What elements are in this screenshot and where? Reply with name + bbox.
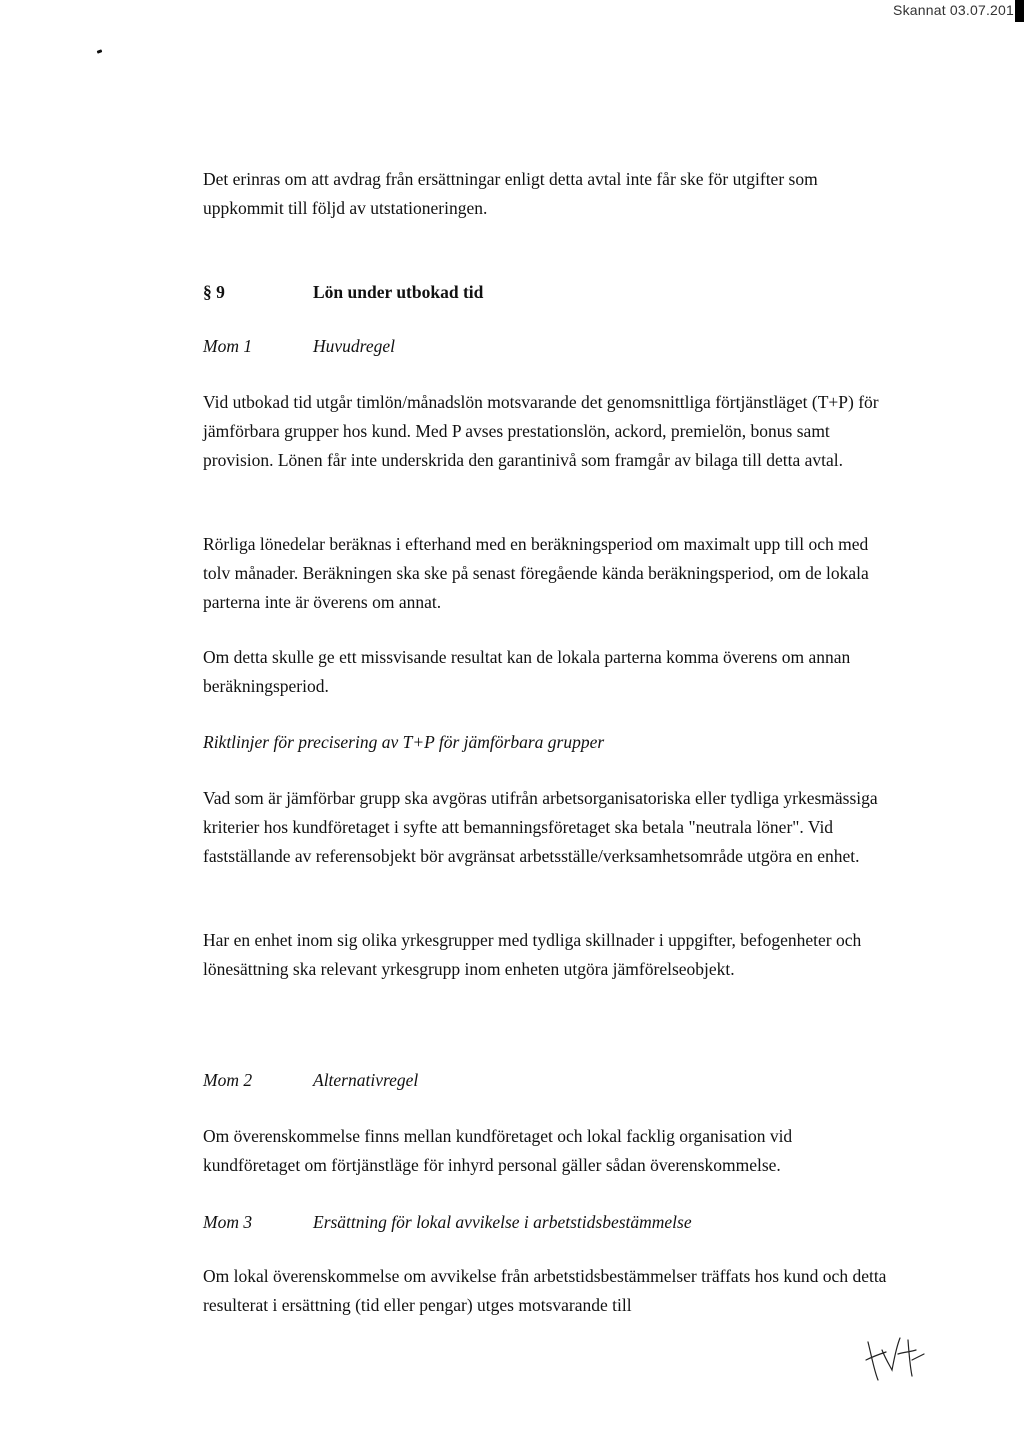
scan-edge-mark [1015, 0, 1024, 22]
mom1-paragraph-3 [203, 643, 893, 701]
mom1-label: Mom 1 [203, 336, 253, 356]
mom1-text-2: Rörliga lönedelar beräknas i efterhand med en beräkningsperiod om maximalt upp till och med tolv månader. Beräkningen ska ske på senast föregående kända beräkningsperiod, om de lokala parterna inte är överens om annat. [203, 534, 869, 612]
mom2-text: Om överenskommelse finns mellan kundföretaget och lokal facklig organisation vid kundföretaget om förtjänstläge för inhyrd personal gäller sådan överenskommelse. [203, 1126, 793, 1175]
mom2-paragraph [203, 1122, 893, 1180]
guidelines-text-2: Har en enhet inom sig olika yrkesgrupper med tydliga skillnader i uppgifter, befogenheter och lönesättning ska relevant yrkesgrupp inom enheten utgöra jämförelseobjekt. [203, 930, 862, 979]
guidelines-heading [203, 728, 893, 757]
guidelines-text-1: Vad som är jämförbar grupp ska avgöras utifrån arbetsorganisatoriska eller tydliga yrkesmässiga kriterier hos kundföretaget i syfte att bemanningsföretaget ska betala "neutrala löner". Vid fastställande av referensobjekt bör avgränsat arbetsställe/verksamhetsområde utgöra en enhet. [203, 788, 878, 866]
section-heading [203, 277, 893, 307]
mom3-heading [203, 1207, 893, 1237]
intro-paragraph [203, 165, 893, 223]
mom3-text: Om lokal överenskommelse om avvikelse från arbetstidsbestämmelser träffats hos kund och detta resulterat i ersättning (tid eller pengar) utges motsvarande till [203, 1266, 887, 1315]
mom1-text-3: Om detta skulle ge ett missvisande resultat kan de lokala parterna komma överens om annan beräkningsperiod. [203, 647, 851, 696]
guidelines-paragraph-1 [203, 784, 893, 871]
intro-text: Det erinras om att avdrag från ersättningar enligt detta avtal inte får ske för utgifter som uppkommit till följd av utstationeringen. [203, 169, 818, 218]
mom3-title: Ersättning för lokal avvikelse i arbetstidsbestämmelse [313, 1212, 692, 1232]
mom1-title: Huvudregel [313, 336, 395, 356]
mom1-heading [203, 331, 893, 361]
mom2-title: Alternativregel [313, 1070, 419, 1090]
guidelines-title: Riktlinjer för precisering av T+P för jämförbara grupper [203, 732, 605, 752]
mom2-heading [203, 1065, 893, 1095]
mom1-paragraph-2 [203, 530, 893, 617]
handwritten-initials [862, 1330, 932, 1390]
section-title: Lön under utbokad tid [313, 282, 484, 302]
mom2-label: Mom 2 [203, 1070, 253, 1090]
guidelines-paragraph-2 [203, 926, 893, 984]
mom1-text-1: Vid utbokad tid utgår timlön/månadslön motsvarande det genomsnittliga förtjänstläget (T+P) för jämförbara grupper hos kund. Med P avses prestationslön, ackord, premielön, bonus samt provision. Lönen får inte underskrida den garantinivå som framgår av bilaga till detta avtal. [203, 392, 879, 470]
mom3-label: Mom 3 [203, 1212, 253, 1232]
scan-speck [97, 49, 103, 54]
scan-stamp: Skannat 03.07.201 [893, 2, 1014, 18]
mom3-paragraph [203, 1262, 893, 1320]
section-number: § 9 [203, 282, 225, 302]
mom1-paragraph-1 [203, 388, 893, 475]
